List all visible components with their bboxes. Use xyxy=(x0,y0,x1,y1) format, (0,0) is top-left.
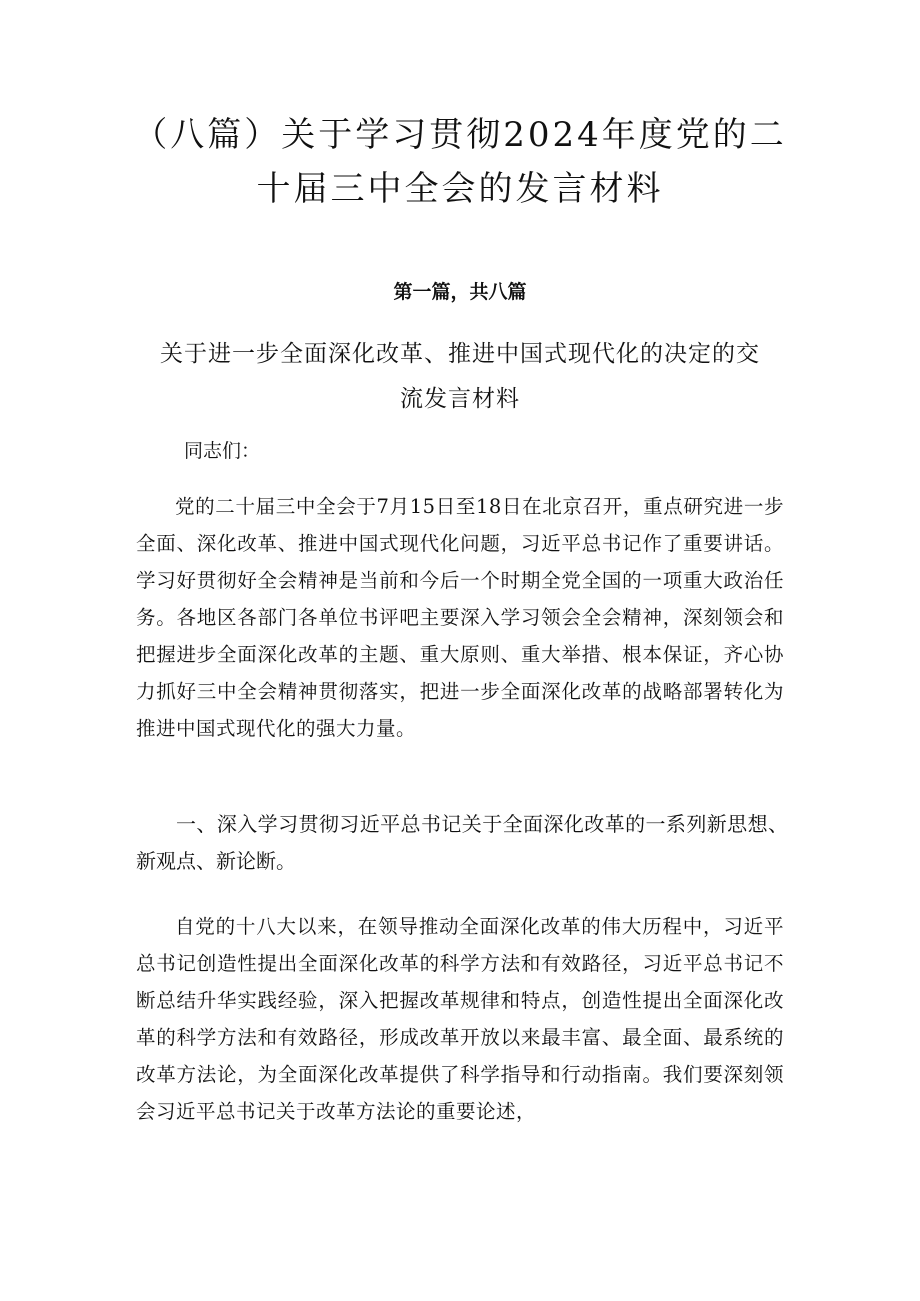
paragraph-section-1: 自党的十八大以来，在领导推动全面深化改革的伟大历程中，习近平总书记创造性提出全面深化改革的科学方法和有效路径，习近平总书记不断总结升华实践经验，深入把握改革规律和特点，创造性提出全面深化改革的科学方法和有效路径，形成改革开放以来最丰富、最全面、最系统的改革方法论，为全面深化改革提供了科学指导和行动指南。我们要深刻领会习近平总书记关于改革方法论的重要论述， xyxy=(136,915,784,1123)
section-heading-1: 一、深入学习贯彻习近平总书记关于全面深化改革的一系列新思想、新观点、新论断。 xyxy=(136,812,788,873)
paragraph-intro: 党的二十届三中全会于7月15日至18日在北京召开，重点研究进一步全面、深化改革、推进中国式现代化问题，习近平总书记作了重要讲话。学习好贯彻好全会精神是当前和今后一个时期全党全国的一项重大政治任务。各地区各部门各单位书评吧主要深入学习领会全会精神，深刻领会和把握进步全面深化改革的主题、重大原则、重大举措、根本保证，齐心协力抓好三中全会精神贯彻落实，把进一步全面深化改革的战略部署转化为推进中国式现代化的强大力量。 xyxy=(136,495,784,740)
part-label: 第一篇，共八篇 xyxy=(393,281,527,303)
document-title: （八篇）关于学习贯彻2024年度党的二十届三中全会的发言材料 xyxy=(133,115,787,209)
greeting: 同志们： xyxy=(184,440,261,462)
document-subtitle: 关于进一步全面深化改革、推进中国式现代化的决定的交流发言材料 xyxy=(160,341,760,412)
